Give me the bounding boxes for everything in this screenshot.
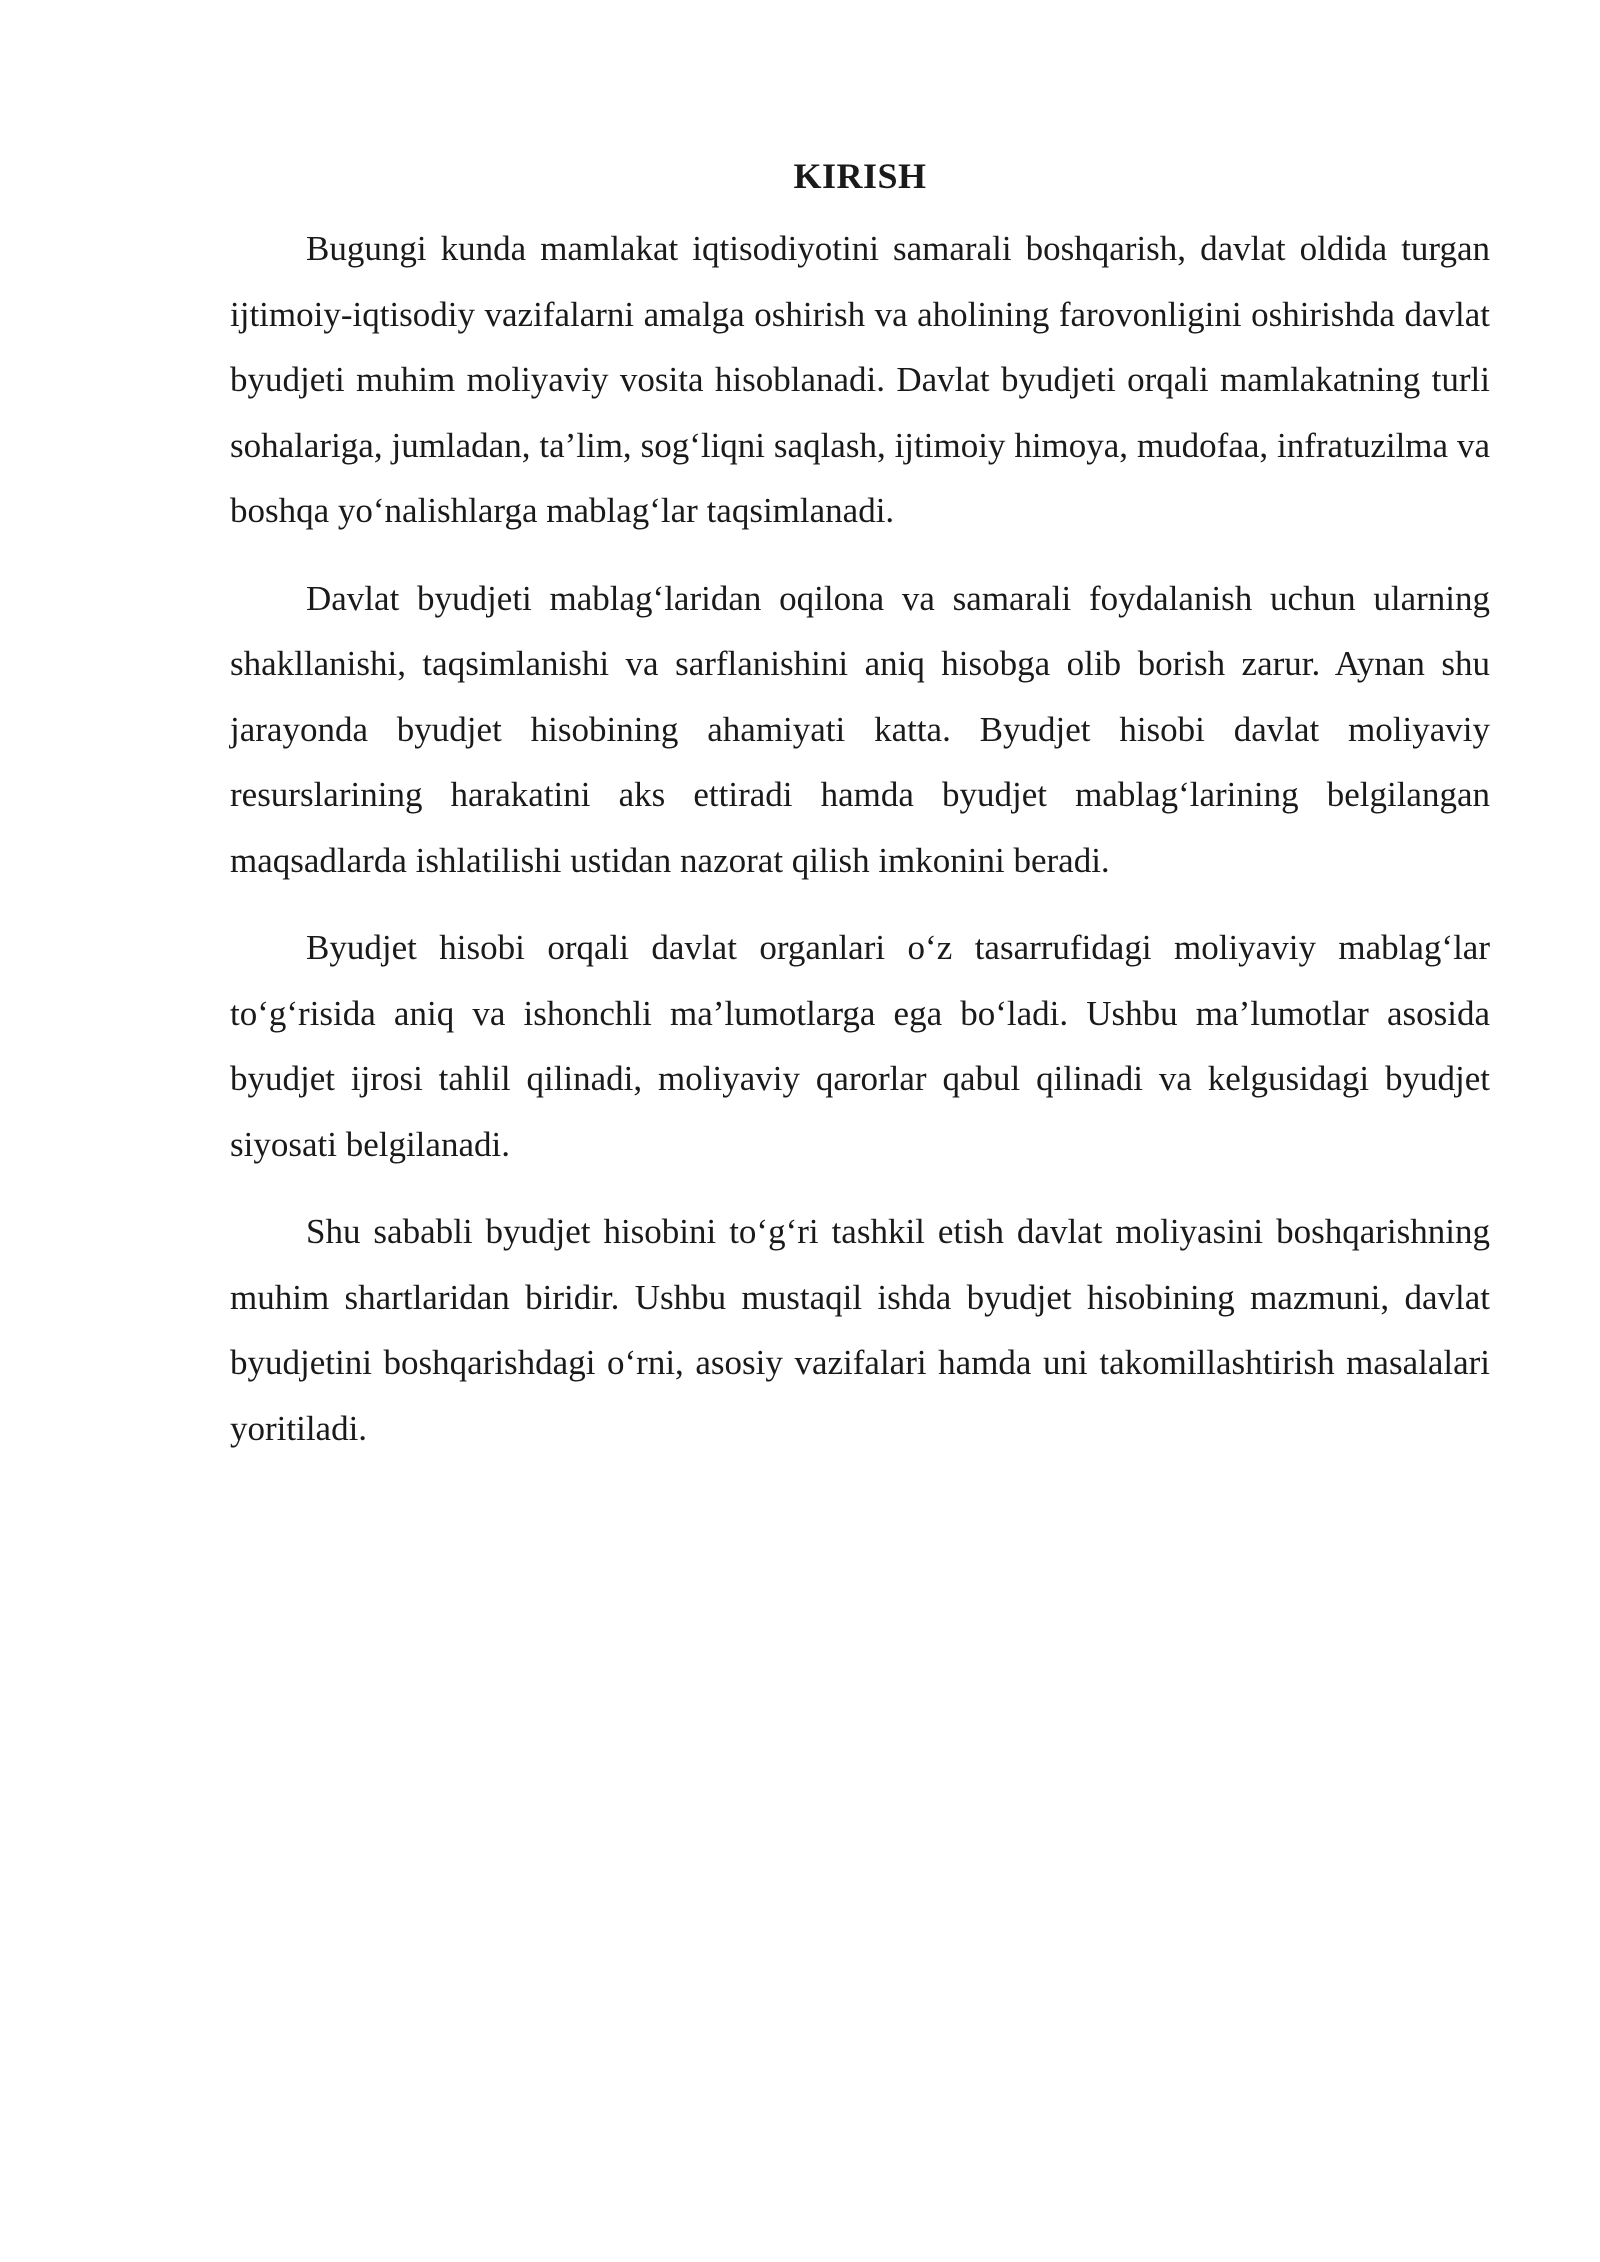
paragraph-2: Davlat byudjeti mablag‘laridan oqilona va samarali foydalanish uchun ularning shakllanishi, taqsimlanishi va sarflanishini aniq hisobga olib borish zarur. Aynan shu jarayonda byudjet hisobining ahamiyati katta. Byudjet hisobi davlat moliyaviy resurslarining harakatini aks ettiradi hamda byudjet mablag‘larining belgilangan maqsadlarda ishlatilishi ustidan nazorat qilish imkonini beradi. <box>230 578 1490 880</box>
paragraph-4: Shu sababli byudjet hisobini to‘g‘ri tashkil etish davlat moliyasini boshqarishning muhim shartlaridan biridir. Ushbu mustaqil ishda byudjet hisobining mazmuni, davlat byudjetini boshqarishdagi o‘rni, asosiy vazifalari hamda uni takomillashtirish masalalari yoritiladi. <box>230 1212 1490 1448</box>
page-title: KIRISH <box>793 156 927 196</box>
paragraph-1: Bugungi kunda mamlakat iqtisodiyotini samarali boshqarish, davlat oldida turgan ijtimoiy-iqtisodiy vazifalarni amalga oshirish va aholining farovonligini oshirishda davlat byudjeti muhim moliyaviy vosita hisoblanadi. Davlat byudjeti orqali mamlakatning turli sohalariga, jumladan, ta’lim, sog‘liqni saqlash, ijtimoiy himoya, mudofaa, infratuzilma va boshqa yo‘nalishlarga mablag‘lar taqsimlanadi. <box>230 229 1490 530</box>
paragraph-3: Byudjet hisobi orqali davlat organlari o‘z tasarrufidagi moliyaviy mablag‘lar to‘g‘risida aniq va ishonchli ma’lumotlarga ega bo‘ladi. Ushbu ma’lumotlar asosida byudjet ijrosi tahlil qilinadi, moliyaviy qarorlar qabul qilinadi va kelgusidagi byudjet siyosati belgilanadi. <box>230 928 1490 1164</box>
document-body <box>230 150 1490 1483</box>
